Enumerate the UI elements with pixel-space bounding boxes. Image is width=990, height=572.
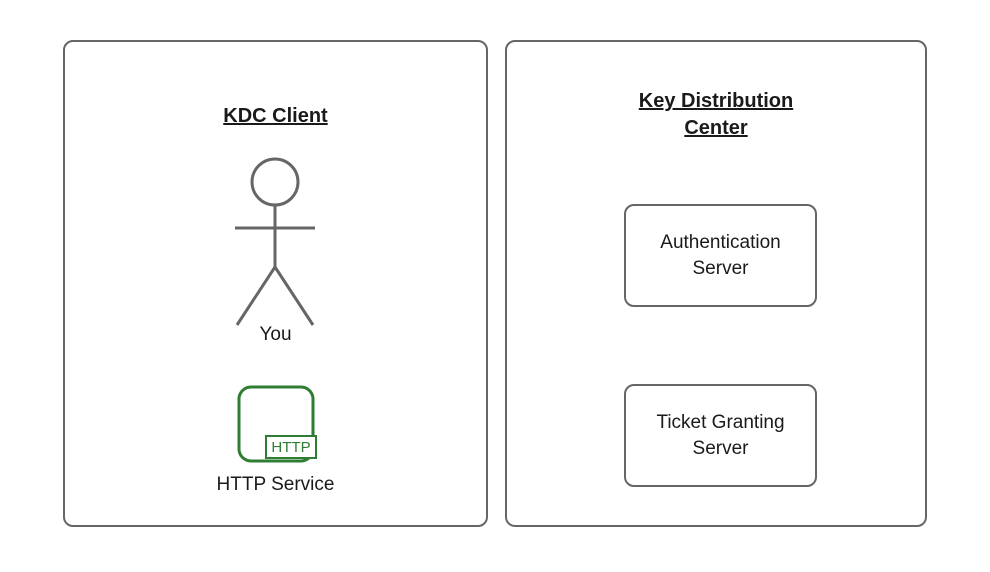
ticket-granting-server-line1: Ticket Granting [656,411,785,433]
authentication-server-box [624,204,817,307]
authentication-server-line1: Authentication [660,231,781,253]
http-service-label: HTTP Service [216,474,335,495]
panel-kdc-title-line1: Key Distribution [638,90,794,112]
svg-text:HTTP: HTTP [271,439,311,456]
panel-kdc-title-line2: Center [684,117,748,139]
ticket-granting-server-box [624,384,817,487]
stick-figure-you [215,155,335,335]
http-service-icon [234,382,318,466]
authentication-server-line2: Server [692,257,749,279]
actor-label-you: You [259,324,292,345]
ticket-granting-server-line2: Server [692,437,749,459]
panel-kdc-client-title: KDC Client [223,105,328,127]
panel-kdc-title [507,88,925,142]
